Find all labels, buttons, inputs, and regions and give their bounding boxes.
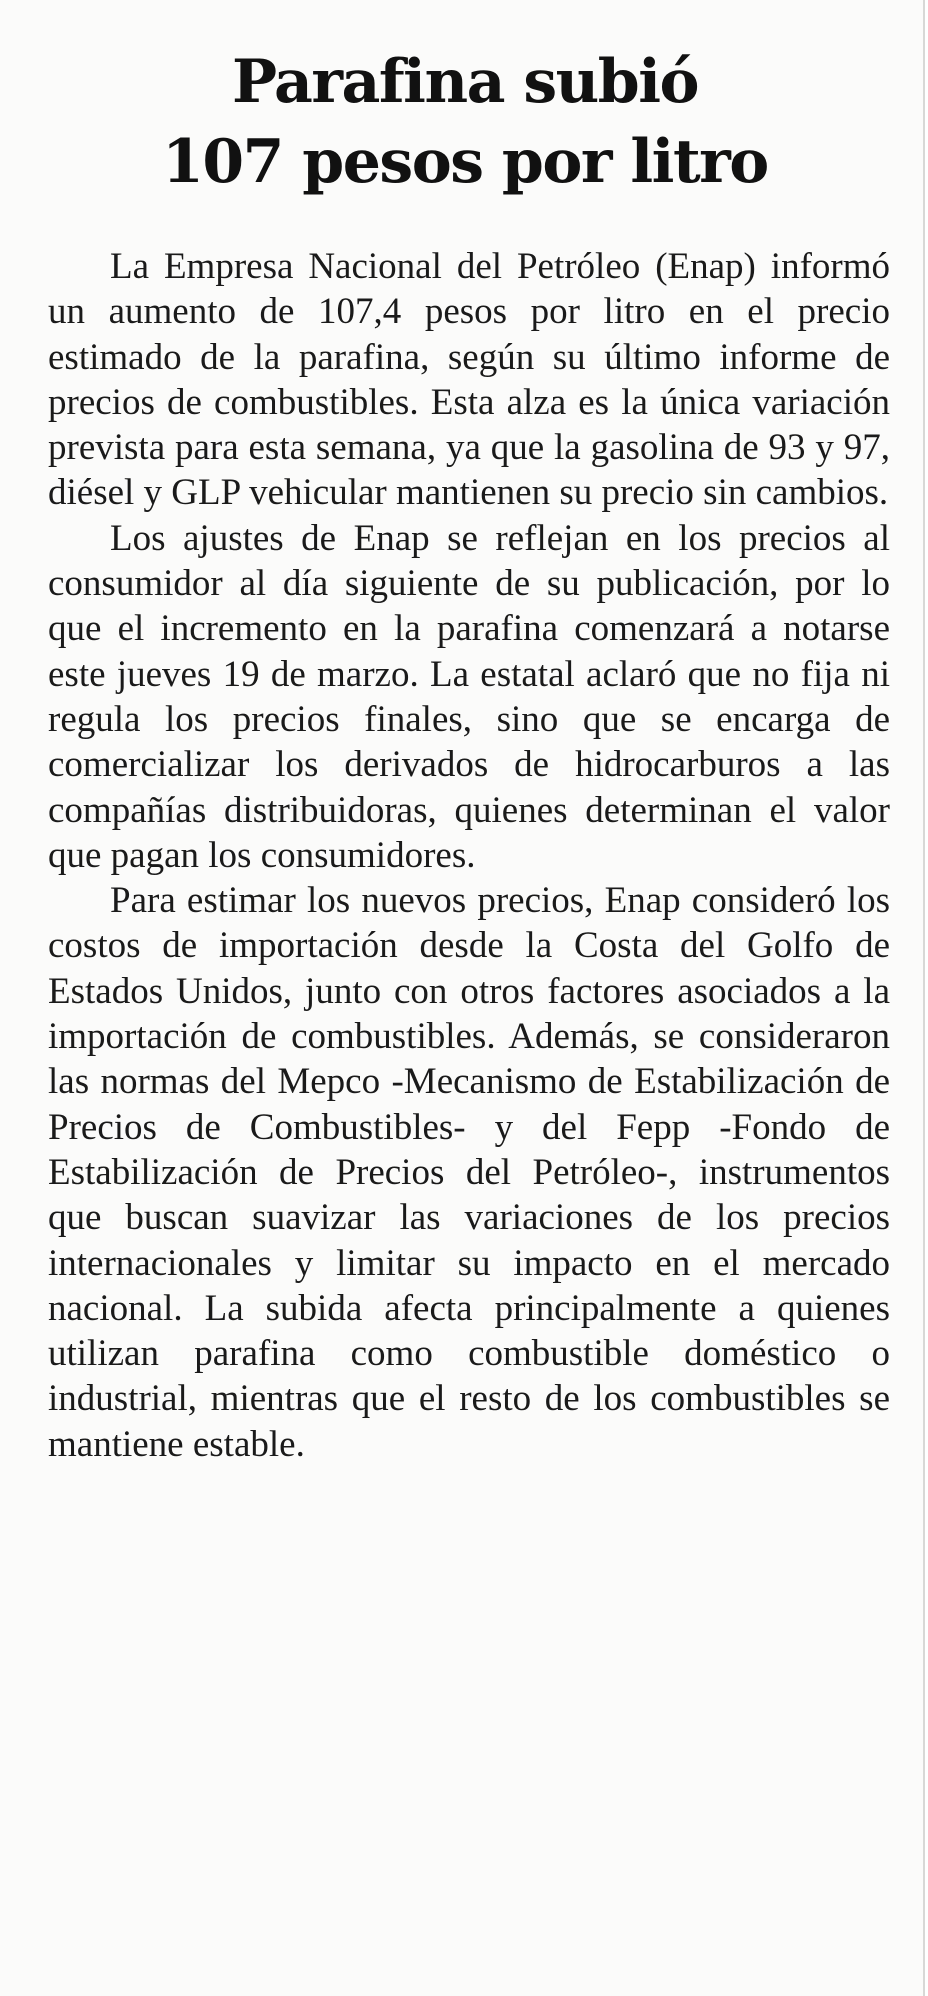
article-body bbox=[48, 244, 890, 1467]
article-headline bbox=[40, 42, 890, 202]
article-paragraph-2: Los ajustes de Enap se reflejan en los precios al consumidor al día siguiente de su publicación, por lo que el incremento en la parafina comenzará a notarse este jueves 19 de marzo. La estatal aclaró que no fija ni regula los precios finales, sino que se encarga de comercializar los derivados de hidrocarburos a las compañías distribuidoras, quienes determinan el valor que pagan los consumidores. bbox=[48, 517, 890, 876]
headline-line-1: Parafina subió bbox=[231, 47, 699, 117]
headline-line-2: 107 pesos por litro bbox=[162, 127, 768, 197]
article-paragraph-1: La Empresa Nacional del Petróleo (Enap) informó un aumento de 107,4 pesos por litro en el precio estimado de la parafina, según su último informe de precios de combustibles. Esta alza es la única variación prevista para esta semana, ya que la gasolina de 93 y 97, diésel y GLP vehicular mantienen su precio sin cambios. bbox=[48, 246, 890, 514]
article-paragraph-3: Para estimar los nuevos precios, Enap consideró los costos de importación desde la Costa del Golfo de Estados Unidos, junto con otros factores asociados a la importación de combustibles. Además, se consideraron las normas del Mepco -Mecanismo de Estabilización de Precios de Combustibles- y del Fepp -Fondo de Estabilización de Precios del Petróleo-, instrumentos que buscan suavizar las variaciones de los precios internacionales y limitar su impacto en el mercado nacional. La subida afecta principalmente a quienes utilizan parafina como combustible doméstico o industrial, mientras que el resto de los combustibles se mantiene estable. bbox=[48, 880, 890, 1465]
